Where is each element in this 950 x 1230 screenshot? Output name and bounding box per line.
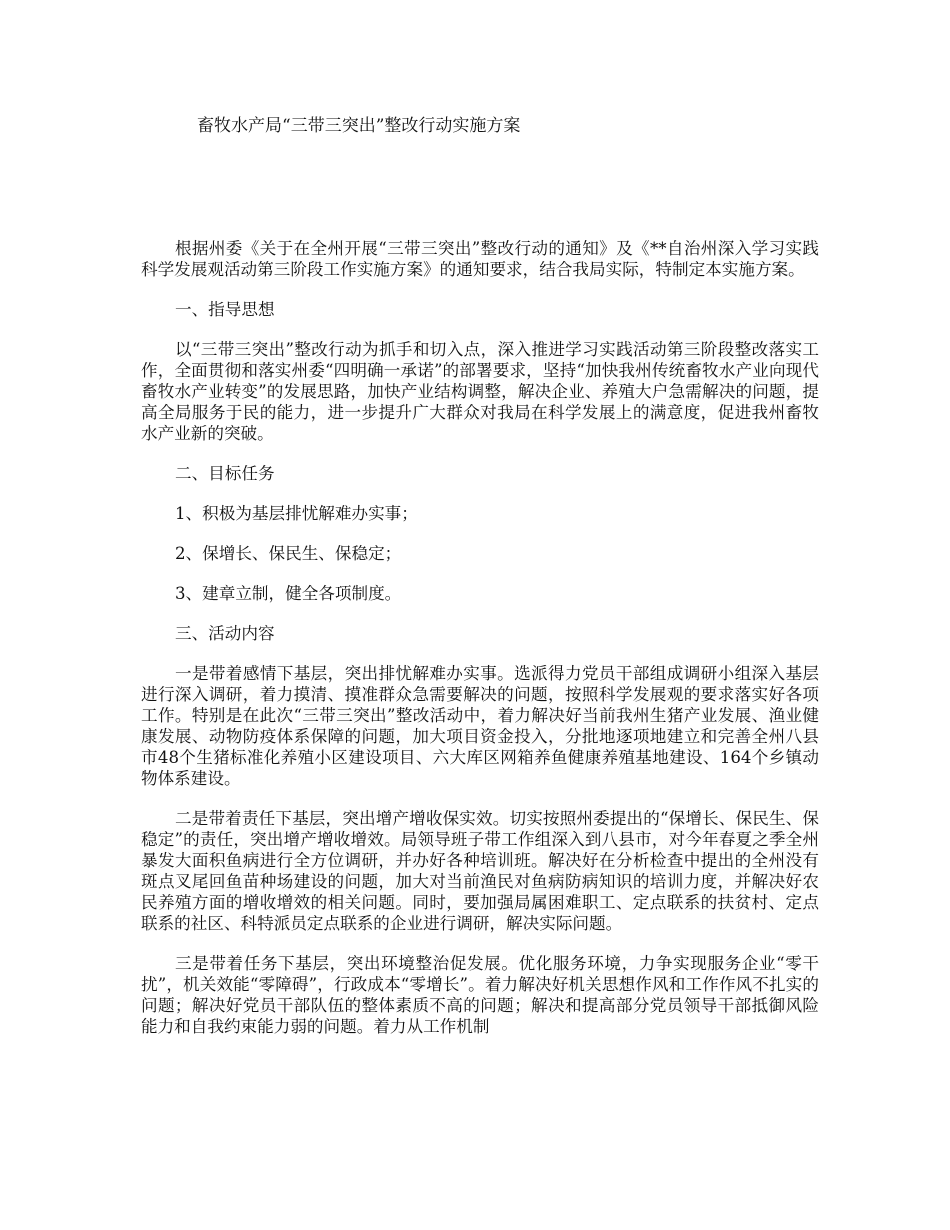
document-title: 畜牧水产局“三带三突出”整改行动实施方案 [197,116,521,136]
section-heading-activities: 三、活动内容 [175,624,275,643]
activity-paragraph-1: 一是带着感情下基层，突出排忧解难办实事。选派得力党员干部组成调研小组深入基层进行深入调研，着力摸清、摸准群众急需要解决的问题，按照科学发展观的要求落实好各项工作。特别是在此次“三带三突出”整改活动中，着力解决好当前我州生猪产业发展、渔业健康发展、动物防疫体系保障的问题，加大项目资金投入，分批地逐项地建立和完善全州八县市48个生猪标准化养殖小区建设项目、六大库区网箱养鱼健康养殖基地建设、164个乡镇动物体系建设。 [141,664,819,788]
activity-paragraph-2: 二是带着责任下基层，突出增产增收保实效。切实按照州委提出的“保增长、保民生、保稳定”的责任，突出增产增收增效。局领导班子带工作组深入到八县市，对今年春夏之季全州暴发大面积鱼病进行全方位调研，并办好各种培训班。解决好在分析检查中提出的全州没有斑点叉尾回鱼苗种场建设的问题，加大对当前渔民对鱼病防病知识的培训力度，并解决好农民养殖方面的增收增效的相关问题。同时，要加强局属困难职工、定点联系的扶贫村、定点联系的社区、科特派员定点联系的企业进行调研，解决实际问题。 [141,809,819,933]
section-heading-goals: 二、目标任务 [175,464,275,483]
section-heading-guiding-thought: 一、指导思想 [175,300,275,319]
intro-paragraph: 根据州委《关于在全州开展“三带三突出”整改行动的通知》及《**自治州深入学习实践科学发展观活动第三阶段工作实施方案》的通知要求，结合我局实际，特制定本实施方案。 [141,239,819,279]
goal-item-1: 1、积极为基层排忧解难办实事； [175,504,418,523]
goal-item-2: 2、保增长、保民生、保稳定； [175,544,402,563]
guiding-thought-paragraph: 以“三带三突出”整改行动为抓手和切入点，深入推进学习实践活动第三阶段整改落实工作，全面贯彻和落实州委“四明确一承诺”的部署要求，坚持“加快我州传统畜牧水产业向现代畜牧水产业转变”的发展思路，加快产业结构调整，解决企业、养殖大户急需解决的问题，提高全局服务于民的能力，进一步提升广大群众对我局在科学发展上的满意度，促进我州畜牧水产业新的突破。 [141,340,819,443]
activity-paragraph-3: 三是带着任务下基层，突出环境整治促发展。优化服务环境，力争实现服务企业“零干扰”，机关效能“零障碍”，行政成本“零增长”。着力解决好机关思想作风和工作作风不扎实的问题；解决好党员干部队伍的整体素质不高的问题；解决和提高部分党员领导干部抵御风险能力和自我约束能力弱的问题。着力从工作机制 [141,954,819,1036]
document-body [141,238,819,1037]
goal-item-3: 3、建章立制，健全各项制度。 [175,584,402,603]
